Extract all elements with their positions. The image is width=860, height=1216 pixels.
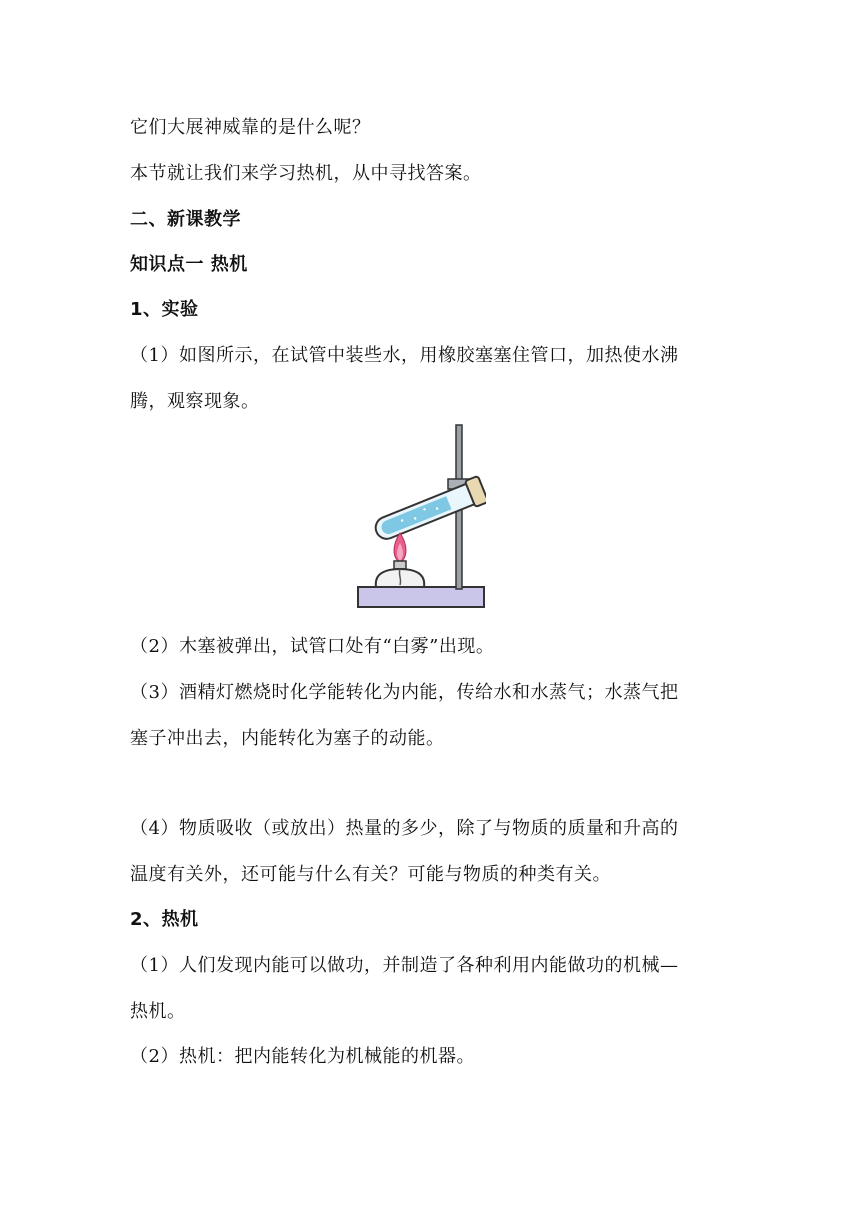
lamp-neck [394,561,406,569]
stand-base [358,587,484,607]
test-tube-experiment-figure [356,423,486,613]
heat-engine-heading: 2、热机 [130,909,199,930]
experiment-heading: 1、实验 [130,299,199,320]
experiment-p3-line1: （3）酒精灯燃烧时化学能转化为内能，传给水和水蒸气；水蒸气把 [130,682,679,703]
test-tube [371,476,486,545]
experiment-p3-line2: 塞子冲出去，内能转化为塞子的动能。 [130,728,445,749]
experiment-p4-line1: （4）物质吸收（或放出）热量的多少，除了与物质的质量和升高的 [130,818,679,839]
intro-line-2: 本节就让我们来学习热机，从中寻找答案。 [130,163,482,184]
heat-engine-p1-line1: （1）人们发现内能可以做功，并制造了各种利用内能做功的机械— [130,955,679,976]
knowledge-point-title: 知识点一 热机 [130,254,248,275]
experiment-p1-line2: 腾，观察现象。 [130,391,260,412]
experiment-p4-line2: 温度有关外，还可能与什么有关？可能与物质的种类有关。 [130,864,611,885]
section-title: 二、新课教学 [130,209,241,230]
experiment-p1-line1: （1）如图所示，在试管中装些水，用橡胶塞塞住管口，加热使水沸 [130,345,679,366]
heat-engine-p2: （2）热机：把内能转化为机械能的机器。 [130,1046,475,1067]
heat-engine-p1-line2: 热机。 [130,1001,186,1022]
experiment-p2: （2）木塞被弹出，试管口处有“白雾”出现。 [130,636,495,657]
intro-line-1: 它们大展神威靠的是什么呢？ [130,117,371,138]
